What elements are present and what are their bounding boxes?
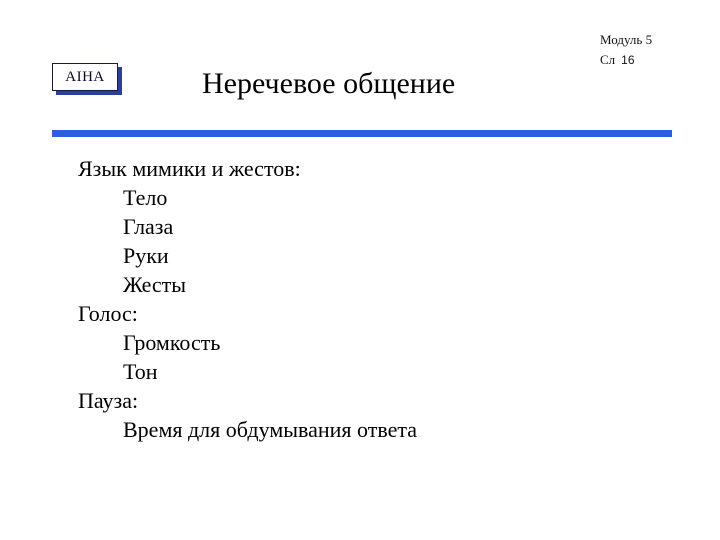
list-item: Голос:: [78, 301, 138, 326]
list-item: Язык мимики и жестов:: [78, 156, 301, 181]
page-title: Неречевое общение: [202, 67, 456, 100]
list-item: Пауза:: [78, 388, 139, 413]
logo-text: AIHA: [65, 68, 105, 85]
slide-number: 16: [621, 53, 635, 67]
slide-label: Сл: [600, 52, 616, 67]
slide-number-line: [600, 50, 652, 70]
list-item: Тело: [123, 185, 168, 210]
list-item: Глаза: [123, 214, 174, 239]
list-item: Руки: [123, 243, 169, 268]
list-item: Время для обдумывания ответа: [123, 417, 418, 442]
list-item: Жесты: [123, 272, 187, 297]
content-list: [78, 154, 417, 444]
title-divider: [52, 130, 672, 137]
aiha-logo: [52, 63, 118, 91]
list-item: Тон: [123, 359, 158, 384]
module-info: [600, 30, 652, 70]
module-label: Модуль 5: [600, 32, 653, 47]
list-item: Громкость: [123, 330, 221, 355]
